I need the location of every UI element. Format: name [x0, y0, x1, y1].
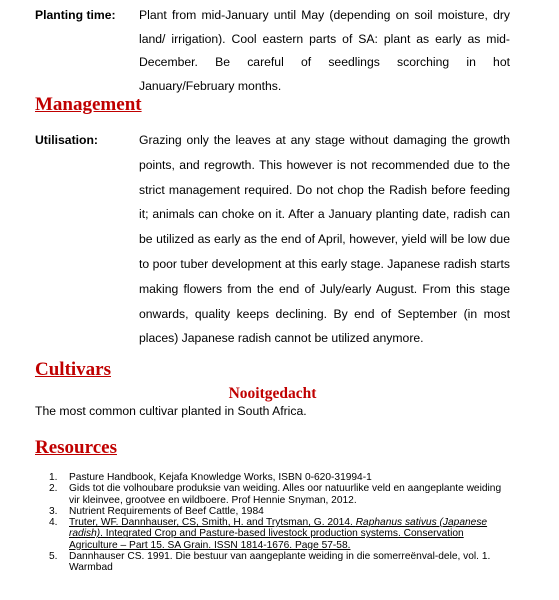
resources-heading: Resources: [35, 437, 117, 458]
planting-time-label: Planting time:: [35, 8, 116, 22]
resource-item: [49, 483, 509, 506]
resource-number: 4.: [49, 517, 58, 529]
cultivar-name: Nooitgedacht: [228, 385, 317, 402]
resource-title-italic: Raphanus sativus (Japanese radish): [69, 517, 488, 540]
resource-text: Gids tot die volhoubare produksie van weiding. Alles oor natuurlike veld en aangeplante weiding vir kleinvee, grootvee en wildboere. Prof Hennie Snyman, 2012.: [69, 483, 502, 506]
resource-number: 3.: [49, 505, 58, 517]
resource-authors: Truter, WF. Dannhauser, CS, Smith, H. and Trytsman, G. 2014.: [69, 517, 356, 529]
resource-details: . Integrated Crop and Pasture-based livestock production systems. Conservation Agriculture – Part 15. SA Grain. ISSN 1814-1676. Page 57-58.: [69, 528, 464, 551]
resource-text: Dannhauser CS. 1991. Die bestuur van aangeplante weiding in die somerreënval-dele, vol. 1. Warmbad: [69, 551, 491, 574]
cultivars-heading: Cultivars: [35, 359, 111, 380]
resource-text: Pasture Handbook, Kejafa Knowledge Works, ISBN 0-620-31994-1: [69, 472, 372, 483]
management-heading: Management: [35, 94, 142, 115]
resources-list: [49, 472, 509, 574]
resource-number: 2.: [49, 483, 58, 495]
utilisation-text: Grazing only the leaves at any stage without damaging the growth points, and regrowth. This however is not recommended due to the strict management required. Do not chop the Radish before feeding it; animals can choke on it. After a January planting date, radish can be utilized as early as the end of April, however, yield will be low due to poor tuber development at this early stage. Japanese radish starts making flowers from the end of July/early August. From this stage onwards, quality keeps declining. By end of September (in most places) Japanese radish cannot be utilized anymore.: [139, 133, 510, 346]
resource-item: [49, 506, 509, 517]
resource-item: [49, 517, 509, 551]
planting-time-text: Plant from mid-January until May (depending on soil moisture, dry land/ irrigation). Cool eastern parts of SA: plant as early as mid-December. Be careful of seedlings scorching in hot January/February months.: [139, 8, 510, 93]
resource-number: 1.: [49, 472, 58, 483]
resource-text: Nutrient Requirements of Beef Cattle, 1984: [69, 505, 264, 517]
resource-item: [49, 551, 509, 574]
resource-item: [49, 472, 509, 483]
resource-number: 5.: [49, 551, 58, 563]
utilisation-label: Utilisation:: [35, 133, 98, 147]
resource-link[interactable]: [69, 517, 487, 551]
cultivar-description: The most common cultivar planted in South Africa.: [35, 404, 307, 418]
